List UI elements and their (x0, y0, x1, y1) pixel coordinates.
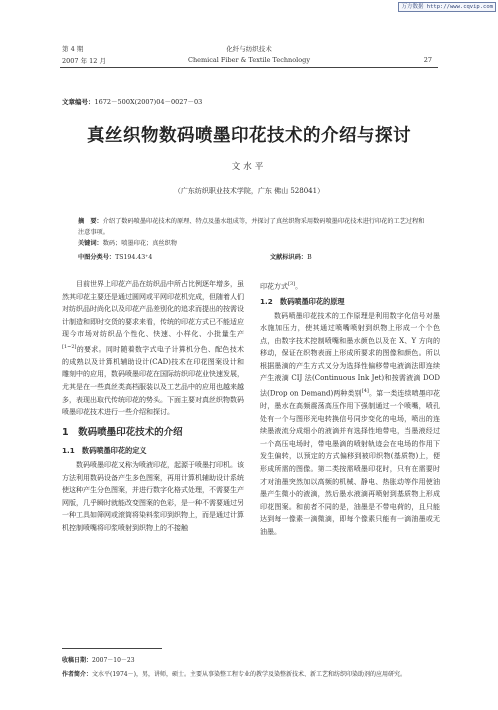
abstract-label: 摘 要： (78, 218, 103, 225)
author-bio (62, 670, 436, 680)
paper-title: 真丝织物数码喷墨印花技术的介绍与探讨 (87, 126, 411, 146)
continued-paragraph (260, 278, 440, 293)
citation: [1~2] (62, 343, 77, 350)
clc-label: 中图分类号： (78, 254, 116, 261)
keywords (78, 238, 428, 249)
author-name: 文水平 (231, 162, 267, 172)
citation: [3] (288, 281, 296, 287)
principle-text: 数码喷墨印花技术的工作原理是利用数字化信号对墨水施加压力，使其通过喷嘴喷射到织物上形成一个个色点，由数字技术控制喷嘴和墨水颜色以及在 X、Y 方向的移动，保证在织物表面上形成所要求的图像和颜色。所以根据墨滴的产生方式又分为选择性偏移带电液滴法即连续产生液滴 CIJ 法(Continuous Ink Jet)和按需液滴 DOD 法(Drop on Demand)两种类别 (260, 311, 440, 398)
subsection-heading: 1.1 数码喷墨印花的定义 (62, 446, 147, 456)
issue-date: 2007 年 12 月 (62, 57, 107, 65)
subsection-heading: 1.2 数码喷墨印花的原理 (260, 296, 345, 306)
received-date (62, 656, 436, 666)
received-value: 2007－10－23 (92, 657, 135, 664)
journal-name-cn: 化纤与纺织技术 (226, 45, 272, 53)
body-paragraph (260, 310, 440, 539)
section-heading: 1 数码喷墨印花技术的介绍 (62, 426, 183, 438)
journal-name-en: Chemical Fiber & Textile Technology (188, 56, 310, 64)
continued-text: 印花方式 (260, 282, 288, 291)
classification-number (78, 252, 152, 261)
author-affiliation: （广东纺织职业技术学院，广东 佛山 528041） (173, 187, 325, 195)
principle-text-rest: 。第一类连续喷墨印花时，墨水在高频震荡高压作用下强制通过一个喷嘴，喷孔处有一个与图形光电转换信号同步变化的电场，喷出的连续墨液流分成细小的液滴并有选择性地带电，当墨液经过一个高压电场时，带电墨滴的喷射轨迹会在电场的作用下发生偏转，以预定的方式偏移到被印织物(基质物)上，便形成所需的图像。第二类按需喷墨印花时，只有在需要时才对油墨突然加以高频的机械、静电、热胀动等作用使油墨产生微小的液滴，然后墨水液滴再喷射到基质物上形成印花图案。和前者不同的是，油墨是不带电荷的，且只能达到每一像素一滴微滴，即每个像素只能有一滴油墨或无油墨。 (260, 389, 441, 536)
article-number-value: 1672－500X(2007)04－0027－03 (94, 98, 203, 106)
watermark-stamp: 万方数据 http://www.cqvip.com (398, 2, 496, 12)
received-label: 收稿日期： (62, 657, 93, 664)
doc-code-value: B (307, 254, 312, 261)
page-number: 27 (423, 56, 432, 64)
article-number (62, 97, 202, 106)
document-code (270, 252, 312, 261)
left-column (62, 278, 244, 535)
intro-text-rest: 的要求。同时随着数字式电子计算机分色、配色技术的成熟以及计算机辅助设计(CAD)技术在印花图案设计和雕刻中的应用，数码喷墨印花在国际纺织印花业快速发展，尤其是在一些真丝类高档服装以及工艺品中的应用也越来越多，表现出取代传统印花的势头。下面主要对真丝织物数码喷墨印花技术进行一些介绍和探讨。 (62, 345, 244, 417)
keywords-label: 关键词： (78, 240, 103, 247)
doc-code-label: 文献标识码： (270, 254, 308, 261)
intro-text: 目前世界上印花产品在纺织品中所占比例逐年增多，虽然其印花主要还是通过圆网或平网印花机完成，但随着人们对纺织品时尚化以及印花产品差别化的追求而提出的按需设计制造和即时交货的要求来看，传统的印花方式已不能适应现今市场对纺织品个性化、快速、小样化、小批量生产 (62, 280, 244, 339)
issue-number: 第 4 期 (62, 45, 84, 53)
abstract-block (78, 216, 428, 249)
body-paragraph: 数码喷墨印花又称为喷液印花，起源于喷墨打印机。该方法利用数码设备产生多色图案，再用计算机辅助设计系统使这种产生分色图案，并进行数字化格式处理，不需要生产网版，几乎瞬时就能改变图案的色彩，是一种不需要通过另一种工具如筛网或滚筒将染料浆印到织物上，而是通过计算机控制喷嘴将印浆喷射到织物上的不接触 (62, 461, 244, 533)
header-rule (60, 67, 438, 68)
author-bio-text: 文水平(1974－)，男，讲师，硕士。主要从事染整工程专业的教学及染整新技术、新工艺和纺织印染助剂的应用研究。 (92, 671, 406, 678)
abstract (78, 216, 428, 238)
author-bio-label: 作者简介： (62, 671, 93, 678)
intro-paragraph (62, 278, 244, 419)
right-column (260, 278, 440, 539)
continued-text-end: 。 (295, 282, 303, 291)
clc-value: TS194.43⁺4 (115, 254, 153, 261)
article-number-label: 文章编号： (62, 98, 95, 106)
footnote-rule (62, 648, 162, 649)
citation: [4] (361, 388, 369, 395)
keywords-text: 数码；喷墨印花；真丝织物 (102, 240, 177, 247)
abstract-text: 介绍了数码喷墨印花技术的原理、特点及墨水组成等，并探讨了真丝织物采用数码喷墨印花技术进行印花的工艺过程和注意事项。 (78, 218, 425, 236)
